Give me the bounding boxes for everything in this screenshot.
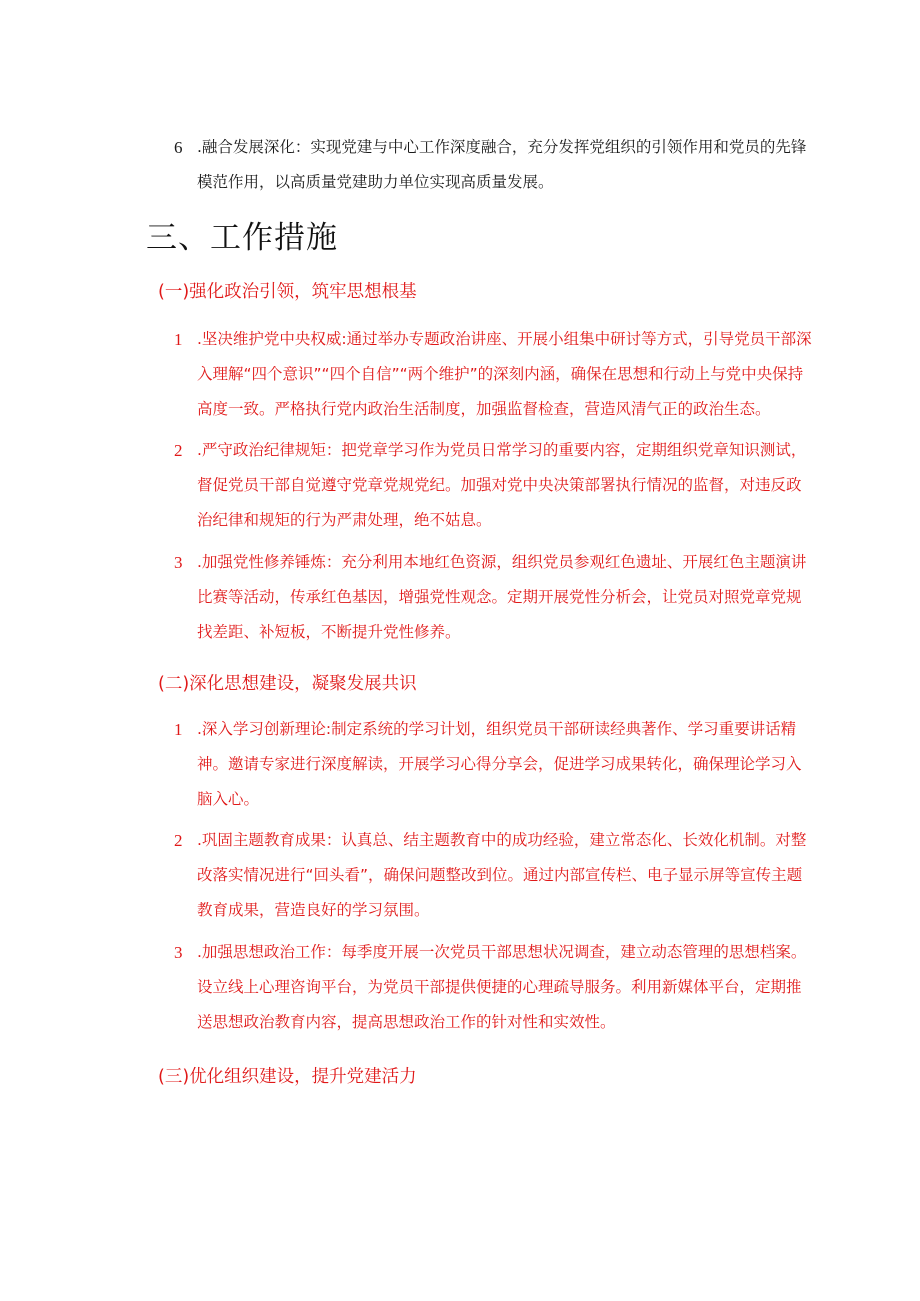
list-number: 2 (174, 831, 183, 850)
list-text: .融合发展深化：实现党建与中心工作深度融合，充分发挥党组织的引领作用和党员的先锋模范作用，以高质量党建助力单位实现高质量发展。 (197, 138, 807, 191)
list-text: .深入学习创新理论:制定系统的学习计划，组织党员干部研读经典著作、学习重要讲话精神。邀请专家进行深度解读，开展学习心得分享会，促进学习成果转化，确保理论学习入脑入心。 (197, 720, 802, 808)
list-text: .加强思想政治工作：每季度开展一次党员干部思想状况调查，建立动态管理的思想档案。设立线上心理咨询平台，为党员干部提供便捷的心理疏导服务。利用新媒体平台，定期推送思想政治教育内容，提高思想政治工作的针对性和实效性。 (197, 943, 807, 1031)
list-number: 6 (174, 138, 183, 157)
list-text: .巩固主题教育成果：认真总、结主题教育中的成功经验，建立常态化、长效化机制。对整改落实情况进行“回头看”，确保问题整改到位。通过内部宣传栏、电子显示屏等宣传主题教育成果，营造良好的学习氛围。 (197, 831, 807, 919)
list-item (174, 322, 814, 427)
list-item (174, 935, 814, 1040)
subsection-heading-1: (一)强化政治引领，筑牢思想根基 (158, 282, 417, 302)
list-number: 2 (174, 441, 183, 460)
list-text: .坚决维护党中央权威:通过举办专题政治讲座、开展小组集中研讨等方式，引导党员干部深入理解“四个意识”“四个自信”“两个维护”的深刻内涵，确保在思想和行动上与党中央保持高度一致。严格执行党内政治生活制度，加强监督检查，营造风清气正的政治生态。 (197, 330, 812, 418)
list-item (174, 712, 814, 817)
list-item (174, 545, 814, 650)
list-number: 1 (174, 720, 183, 739)
list-number: 1 (174, 330, 183, 349)
subsection-heading-3: (三)优化组织建设，提升党建活力 (158, 1067, 417, 1087)
subsection-heading-2: (二)深化思想建设，凝聚发展共识 (158, 674, 417, 694)
list-number: 3 (174, 553, 183, 572)
list-item (174, 823, 814, 928)
list-item (174, 433, 814, 538)
intro-list-item (174, 130, 814, 200)
list-text: .加强党性修养锤炼：充分利用本地红色资源，组织党员参观红色遗址、开展红色主题演讲比赛等活动，传承红色基因，增强党性观念。定期开展党性分析会，让党员对照党章党规找差距、补短板，不断提升党性修养。 (197, 553, 807, 641)
list-text: .严守政治纪律规矩：把党章学习作为党员日常学习的重要内容，定期组织党章知识测试，督促党员干部自觉遵守党章党规党纪。加强对党中央决策部署执行情况的监督，对违反政治纪律和规矩的行为严肃处理，绝不姑息。 (197, 441, 807, 529)
list-number: 3 (174, 943, 183, 962)
section-title: 三、工作措施 (146, 220, 338, 256)
